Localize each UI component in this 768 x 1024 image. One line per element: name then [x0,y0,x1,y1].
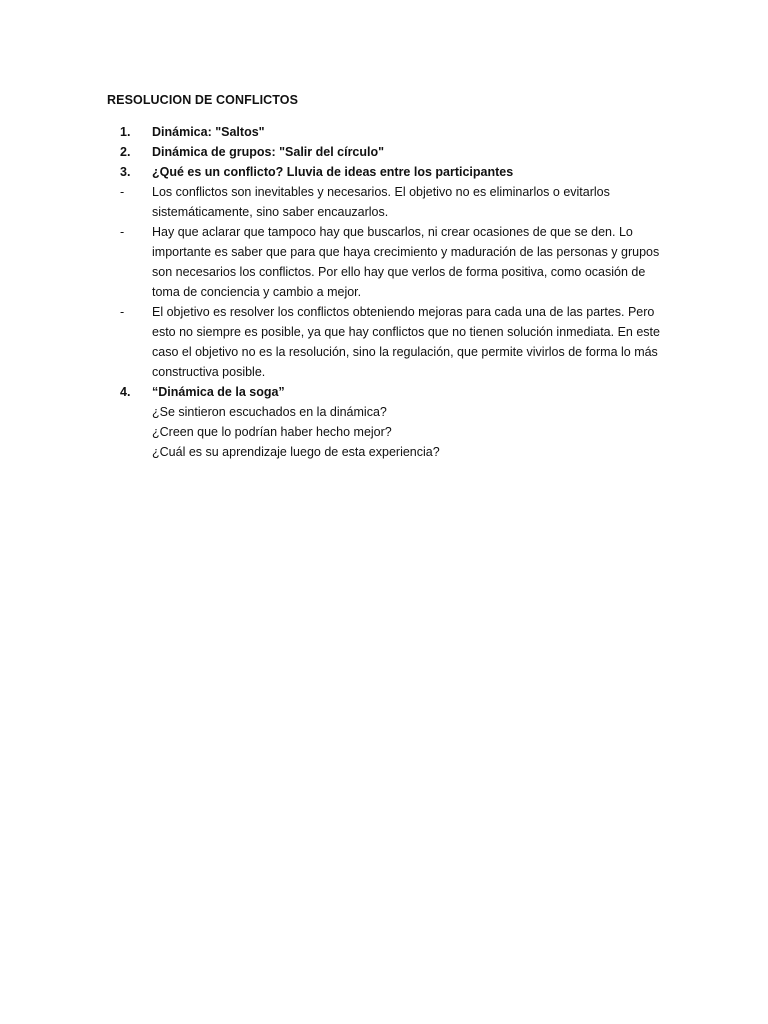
bullet-dash: - [120,185,125,199]
item-number: 4. [120,385,131,399]
bullet-dash: - [120,225,125,239]
question-2: ¿Creen que lo podrían haber hecho mejor? [152,425,392,439]
numbered-item-2 [120,142,665,162]
item-text: “Dinámica de la soga” [152,385,285,399]
item-number: 2. [120,145,131,159]
item-number: 1. [120,125,131,139]
question-3: ¿Cuál es su aprendizaje luego de esta experiencia? [152,445,440,459]
item-text: Dinámica: "Saltos" [152,125,265,139]
bullet-item-1 [120,182,665,222]
item-text: ¿Qué es un conflicto? Lluvia de ideas entre los participantes [152,165,514,179]
item-number: 3. [120,165,131,179]
bullet-text: El objetivo es resolver los conflictos obteniendo mejoras para cada una de las partes. Pero esto no siempre es posible, ya que hay conflictos que no tienen solución inmediata. En este caso el objetivo no es la resolución, sino la regulación, que permite vivirlos de forma lo más constructiva posible. [152,305,660,379]
numbered-item-4 [120,382,665,402]
bullet-item-2 [120,222,665,302]
bullet-dash: - [120,305,125,319]
numbered-item-3 [120,162,665,182]
bullet-text: Los conflictos son inevitables y necesarios. El objetivo no es eliminarlos o evitarlos sistemáticamente, sino saber encauzarlos. [152,185,610,219]
numbered-item-1 [120,122,665,142]
document-body [120,122,665,462]
item-text: Dinámica de grupos: "Salir del círculo" [152,145,385,159]
bullet-text: Hay que aclarar que tampoco hay que buscarlos, ni crear ocasiones de que se den. Lo importante es saber que para que haya crecimiento y maduración de las personas y grupos son necesarios los conflictos. Por ello hay que verlos de forma positiva, como ocasión de toma de conciencia y cambio a mejor. [152,225,660,299]
bullet-item-3 [120,302,665,382]
question-1: ¿Se sintieron escuchados en la dinámica? [152,405,387,419]
document-title: RESOLUCION DE CONFLICTOS [107,93,299,107]
